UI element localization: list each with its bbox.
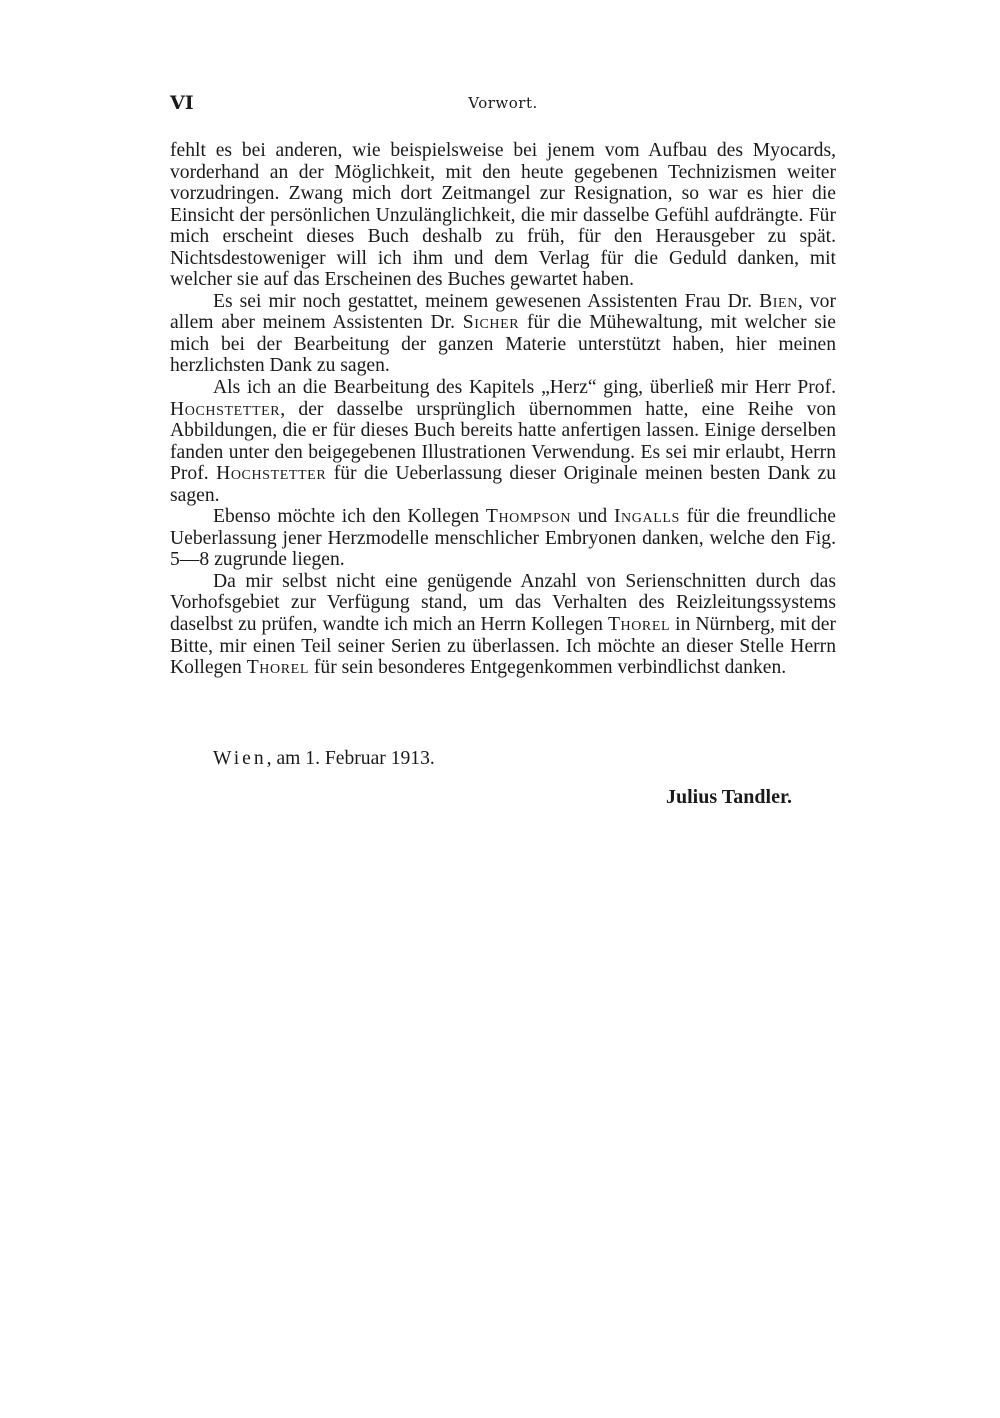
name-thompson: Thompson <box>485 506 572 528</box>
paragraph-3 <box>170 377 836 506</box>
dateline <box>213 748 435 770</box>
page-number: VI <box>170 92 194 114</box>
date: , am 1. Februar 1913. <box>266 748 435 769</box>
place: Wien <box>213 748 267 769</box>
p2-text-a: Es sei mir noch gestattet, meinem gewesenen Assistenten Frau Dr. <box>213 290 760 312</box>
name-hochstetter-1: Hochstetter <box>170 398 281 420</box>
p5-text-c: für sein besonderes Entgegenkommen verbindlichst danken. <box>308 657 787 679</box>
paragraph-4 <box>170 506 836 571</box>
p4-text-a: Ebenso möchte ich den Kollegen <box>213 506 486 528</box>
name-thorel-2: Thorel <box>246 657 309 679</box>
p3-text-b: , der dasselbe ursprünglich übernommen hatte, eine Reihe von Abbildungen, die er für dieses Buch bereits hatte anfertigen lassen. Einige derselben fanden unter den beigegebenen Illustrationen Verwendung. Es sei mir erlaubt, Herrn Prof. <box>170 398 836 485</box>
name-bien: Bien <box>759 290 798 312</box>
paragraph-2 <box>170 291 836 377</box>
p3-text-a: Als ich an die Bearbeitung des Kapitels „Herz“ ging, überließ mir Herr Prof. <box>213 377 836 399</box>
p5-text-b: in Nürnberg, mit der Bitte, mir einen Teil seiner Serien zu überlassen. Ich möchte an dieser Stelle Herrn Kollegen <box>170 614 836 679</box>
name-hochstetter-2: Hochstetter <box>216 463 327 485</box>
paragraph-1: fehlt es bei anderen, wie beispielsweise bei jenem vom Aufbau des Myocards, vorderhand an der Möglichkeit, mit den heute gegebenen Technizismen weiter vorzudringen. Zwang mich dort Zeitmangel zur Resignation, so war es hier die Einsicht der persönlichen Unzulänglichkeit, die mir dasselbe Gefühl aufdrängte. Für mich erscheint dieses Buch deshalb zu früh, für den Herausgeber zu spät. Nichtsdestoweniger will ich ihm und dem Verlag für die Geduld danken, mit welcher sie auf das Erscheinen des Buches gewartet haben. <box>170 140 836 291</box>
p3-text-c: für die Ueberlassung dieser Originale meinen besten Dank zu sagen. <box>170 463 836 506</box>
signature: Julius Tandler. <box>665 786 792 808</box>
name-sicher: Sicher <box>462 312 520 334</box>
p4-text-c: für die freundliche Ueberlassung jener Herzmodelle menschlicher Embryonen danken, welche den Fig. 5—8 zugrunde liegen. <box>170 506 836 571</box>
p5-text-a: Da mir selbst nicht eine genügende Anzahl von Serienschnitten durch das Vorhofsgebiet zur Verfügung stand, um das Verhalten des Reizleitungssystems daselbst zu prüfen, wandte ich mich an Herrn Kollegen <box>170 570 836 636</box>
p2-text-c: für die Mühewaltung, mit welcher sie mich bei der Bearbeitung der ganzen Materie unterstützt haben, hier meinen herzlichsten Dank zu sagen. <box>170 312 836 377</box>
name-ingalls: Ingalls <box>613 506 680 528</box>
running-title: Vorwort. <box>468 94 538 112</box>
p4-text-b: und <box>571 506 614 528</box>
paragraph-5 <box>170 571 836 679</box>
name-thorel-1: Thorel <box>607 614 671 636</box>
page-header <box>170 92 836 116</box>
p2-text-b: , vor allem aber meinem Assistenten Dr. <box>170 290 836 334</box>
preface-body <box>170 140 836 679</box>
